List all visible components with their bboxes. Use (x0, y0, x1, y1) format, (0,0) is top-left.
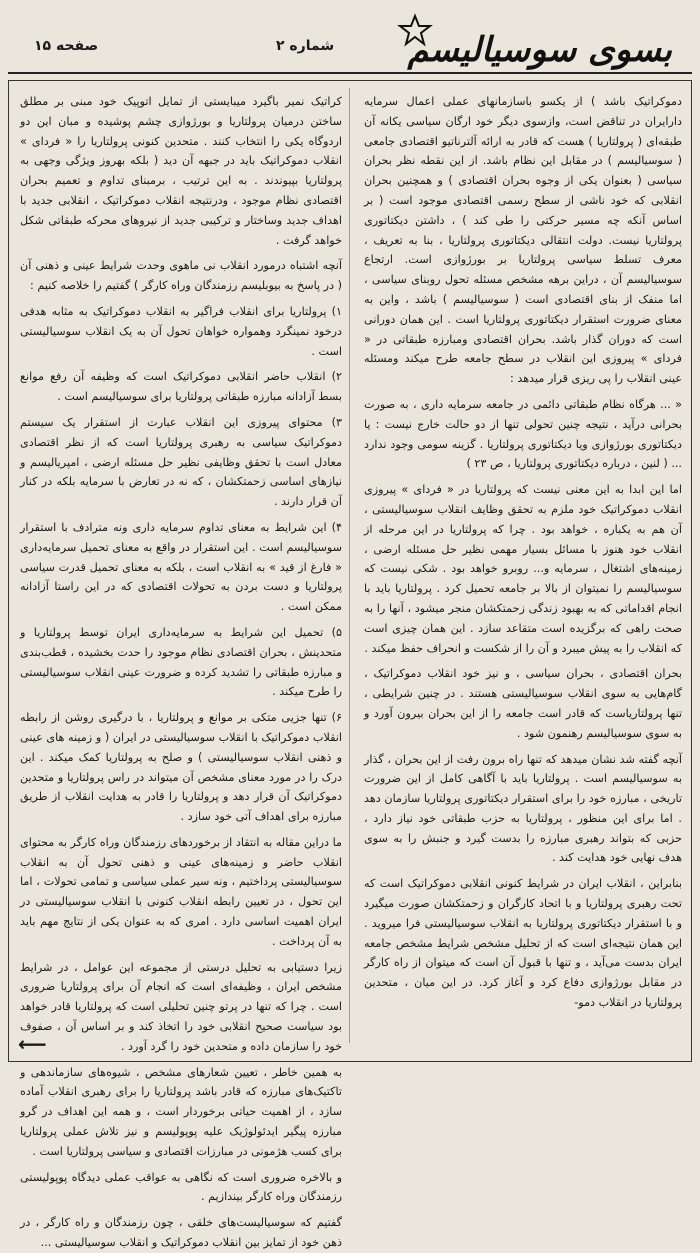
column-divider (349, 88, 350, 1043)
page-header (8, 12, 692, 74)
paragraph: بنابراین ، انقلاب ایران در شرایط کنونی انقلابی دموکراتیک است که تحت رهبری پرولتاریا و با اتحاد کارگران و زحمتکشان صورت میگیرد و با استقرار دیکتاتوری پرولتاریا به انقلاب سوسیالیستی فرا میروید . این همان نتیجه‌ای است که از تحلیل مشخص شرایط مشخص جامعه ایران بدست می‌آید ، و تنها با قبول آن است که میتوان از راه کارگر در مقابل بورژوازی دفاع کرد و آغاز کرد. در این میان ، متحدین پرولتاریا در انقلاب دمو- (364, 877, 682, 1010)
header-divider (8, 72, 692, 74)
article-column-left (20, 92, 342, 1250)
paragraph: آنچه گفته شد نشان میدهد که تنها راه برون رفت از این بحران ، گذار به سوسیالیسم است . پرولتاریا باید با آگاهی کامل از این ضرورت تاریخی ، مبارزه خود را برای استقرار دیکتاتوری پرولتاریا سازمان دهد . اما برای این منظور ، پرولتاریا به حزب طبقاتی خود نیاز دارد ، حزبی که بتواند رهبری مبارزه را بدست گیرد و جنبش را به سوی هدف نهایی خود هدایت کند . (364, 752, 682, 865)
paragraph: ۴) این شرایط به معنای تداوم سرمایه داری ونه مترادف با استقرار سوسیالیسم است . این استقرار در واقع به معنای تحمیل سرمایه‌داری « فارغ از قید » به انقلاب است ، بلکه به معنای تحمیل قدرت سیاسی پرولتاریا و دست بردن به تحولات اقتصادی که در این راستا آزادانه ممکن است . (20, 520, 342, 614)
masthead-logo (386, 12, 686, 74)
paragraph: بحران اقتصادی ، بحران سیاسی ، و نیز خود انقلاب دموکراتیک ، گام‌هایی به سوی انقلاب سوسیالیستی هستند . در چنین شرایطی ، تنها پرولتاریاست که قادر است جامعه را از این بحران بیرون آورد و به سوی سوسیالیسم رهنمون شود . (364, 667, 682, 740)
paragraph: زیرا دستیابی به تحلیل درستی از مجموعه این عوامل ، در شرایط مشخص ایران ، وظیفه‌ای است که انجام آن برای پرولتاریا ضروری است . چرا که تنها در پرتو چنین تحلیلی است که پرولتاریا قادر خواهد بود سیاست صحیح انقلابی خود را اتخاذ کند و بر اساس آن ، صفوف خود را سازمان داده و متحدین خود را گرد آورد . (20, 960, 342, 1053)
paragraph: « ... هرگاه نظام طبقاتی دائمی در جامعه سرمایه داری ، به صورت بحرانی درآید ، نتیجه چنین تحولی تنها از دو حالت خارج نیست : یا دیکتاتوری بورژوازی ویا دیکتاتوری پرولتاریا . گزینه سومی وجود ندارد ... ( لنین ، درباره دیکتاتوری پرولتاریا ، ص ۲۳ ) (364, 397, 682, 471)
paragraph: آنچه اشتباه درمورد انقلاب نی ماهوی وحدت شرایط عینی و ذهنی آن ( در پاسخ به بیوبلیسم رزمندگان وراه کارگر ) گفتیم را خلاصه کنیم : (20, 259, 342, 293)
masthead-title: بسوی سوسیالیسم (407, 30, 672, 70)
paragraph: اما این ابدا به این معنی نیست که پرولتاریا در « فردای » پیروزی انقلاب دموکراتیک خود ملزم به تحقق وظایف انقلاب سوسیالیستی ، آن هم به‌ یکباره ، خواهد بود . چرا که پرولتاریا در این مرحله از انقلاب خود هنوز با مسائل بسیار مهمی نظیر حل مسئله ارضی ، زمینه‌های اشتغال ، سرمایه و... روبرو خواهد بود . شکی نیست که سوسیالیسم را نمیتوان از بالا بر جامعه تحمیل کرد . پرولتاریا باید با انجام اقداماتی که به بهبود زندگی زحمتکشان منجر میشود ، آنها را به صحت راهی که برگزیده است متقاعد سازد . این همان چیزی است که انقلاب را به پیش میبرد و آن را از شکست و انحراف حفظ میکند . (364, 483, 682, 655)
paragraph: دموکراتیک باشد ) از یکسو باسازمانهای عملی اعمال سرمایه دارایران در تناقض است، وازسوی دیگر خود ارگان سیاسی یکانه آن طبقه‌ای ( پرولتاریا ) هست که قادر به ارائه آلترناتیو اقتصادی جامعی ( سوسیالیسم ) در مقابل این نظام باشد. از این نقطه نظر بحران سیاسی ( بعنوان یکی از وجوه بحران اقتصادی ) و همچنین بحران انقلابی که خود ناشی از سطح رسمی اقتصادی موجود است ( بر اساس آنکه چه مسیر حرکتی را طی کند ) ، داشتن دیکتاتوری پرولتاریا نیست. دولت انتقالی دیکتاتوری پرولتاریا ، بنا به تعریف ، معرف تسلط سیاسی پرولتاریا بر بورژوازی است. ارتجاع سوسیالیسم آن ، دراین برهه مشخص مسئله تحول روبنای سیاسی ، اما منفک از بنای اقتصادی است ( سوسیالیسم ) باشد ، واین به معنای ضرورت استقرار دیکتاتوری پرولتاریا است . این همان دورانی است که دوران گذار باشد. بحران اقتصادی ومبارزه طبقاتی در « فردای » پیروزی این انقلاب در سطح جامعه طرح میکند ومسئله عینی انقلاب را پی ریزی قرار میدهد : (364, 95, 682, 386)
paragraph: کراتیک نمیر باگیرد میبایستی از تمایل اتوپیک خود مبنی بر مطلق ساختن درمیان پرولتاریا و بورژوازی چشم پوشیده و مبان این دو اردوگاه یکی را انتخاب کنند . متحدین کنونی پرولتاریا را « فردای » انقلاب دموکراتیک باید در جبهه آن دید ( بلکه بهروز ویژگی وجهی به پرولتاریا بپیوندند . به این ترتیب ، برمبنای تداوم و تعمیم بحران اقتصادی نظام موجود ، ودرنتیجه انقلاب دموکراتیک ، انقلابی جدید با اهداف جدید وساختار و ترکیبی جدید از نیروهای محرکه طبقاتی شکل خواهد گرفت . (20, 95, 342, 247)
paragraph: ۳) محتوای پیروزی این انقلاب عبارت از استقرار یک سیستم دموکراتیک سیاسی به رهبری پرولتاریا است که از نظر اقتصادی معادل است با تحقق وظایفی نظیر حل مسئله ارضی ، امپریالیسم و نیازهای اساسی زحمتکشان ، که نه در تعارض با سرمایه بلکه در کنار آن قرار دارند . (20, 415, 342, 509)
paragraph: ۱) پرولتاریا برای انقلاب فراگیر به انقلاب دموکراتیک به مثابه هدفی درخود نمینگرد وهمواره خواهان تحول آن به یک انقلاب سوسیالیستی است . (20, 304, 342, 358)
paragraph: و بالاخره ضروری است که نگاهی به عواقب عملی دیدگاه پوپولیستی رزمندگان وراه کارگر بیندازیم . (20, 1170, 342, 1204)
paragraph: گفتیم که سوسیالیست‌های خلقی ، چون رزمندگان و راه کارگر ، در ذهن خود از تمایز بین انقلاب دموکراتیک و انقلاب سوسیالیستی ... (20, 1216, 342, 1250)
continue-arrow-icon: ⟵ (18, 1032, 47, 1056)
paragraph: ۵) تحمیل این شرایط به سرمایه‌داری ایران توسط پرولتاریا و متحدینش ، بحران اقتصادی نظام موجود را حدت بخشیده ، قطب‌بندی و مبارزه طبقاتی را تشدید کرده و ضرورت عینی انقلاب سوسیالیستی را طرح میکند . (20, 625, 342, 699)
paragraph: ما دراین مقاله به انتقاد از برخوردهای رزمندگان وراه کارگر به محتوای انقلاب حاضر و زمینه‌های عینی و ذهنی تحول آن به انقلاب سوسیالیستی پرداختیم ، ونه سیر عملی سیاسی و تمامی تحولات ، اما این تحول ، در تعیین رابطه انقلاب کنونی با انقلاب سوسیالیستی در ایران اهمیت اساسی دارد . امری که به عنوان یکی از نتایج مهم باید به آن پرداخت . (20, 835, 342, 948)
star-icon (398, 14, 432, 46)
paragraph: به همین خاطر ، تعیین شعارهای مشخص ، شیوه‌های سازماندهی و تاکتیک‌های مبارزه که قادر باشد پرولتاریا را برای رهبری انقلاب آماده سازد ، از اهمیت حیاتی برخوردار است ، و همه این اهداف در گرو مبارزه پیگیر ایدئولوژیک علیه پوپولیسم و نیز تلاش عملی پرولتاریا برای کسب هژمونی در مبارزات اقتصادی و سیاسی پرولتاریا است . (20, 1065, 342, 1158)
paragraph: ۲) انقلاب حاضر انقلابی دموکراتیک است که وظیفه آن رفع موانع بسط آزادانه مبارزه طبقاتی پرولتاریا برای سوسیالیسم است . (20, 370, 342, 404)
article-column-right (364, 92, 682, 1042)
page-number: صفحه ۱۵ (34, 38, 99, 54)
issue-number: شماره ۲ (276, 38, 335, 54)
paragraph: ۶) تنها جزیی متکی بر موانع و پرولتاریا ، با درگیری روشن از رابطه انقلاب دموکراتیک با انقلاب سوسیالیستی در ایران ( و زمینه های عینی و ذهنی انقلاب سوسیالیستی ) و صلح به پرولتاریا کمک میکند . این درک را در مورد معنای مشخص آن میتواند در راس پرولتاریا و متحدین دموکراتیک آن قرار دهد و پرولتاریا را قادر به هدایت انقلاب از طریق مبارزه برای اهداف آتی خود سازد . (20, 711, 342, 824)
